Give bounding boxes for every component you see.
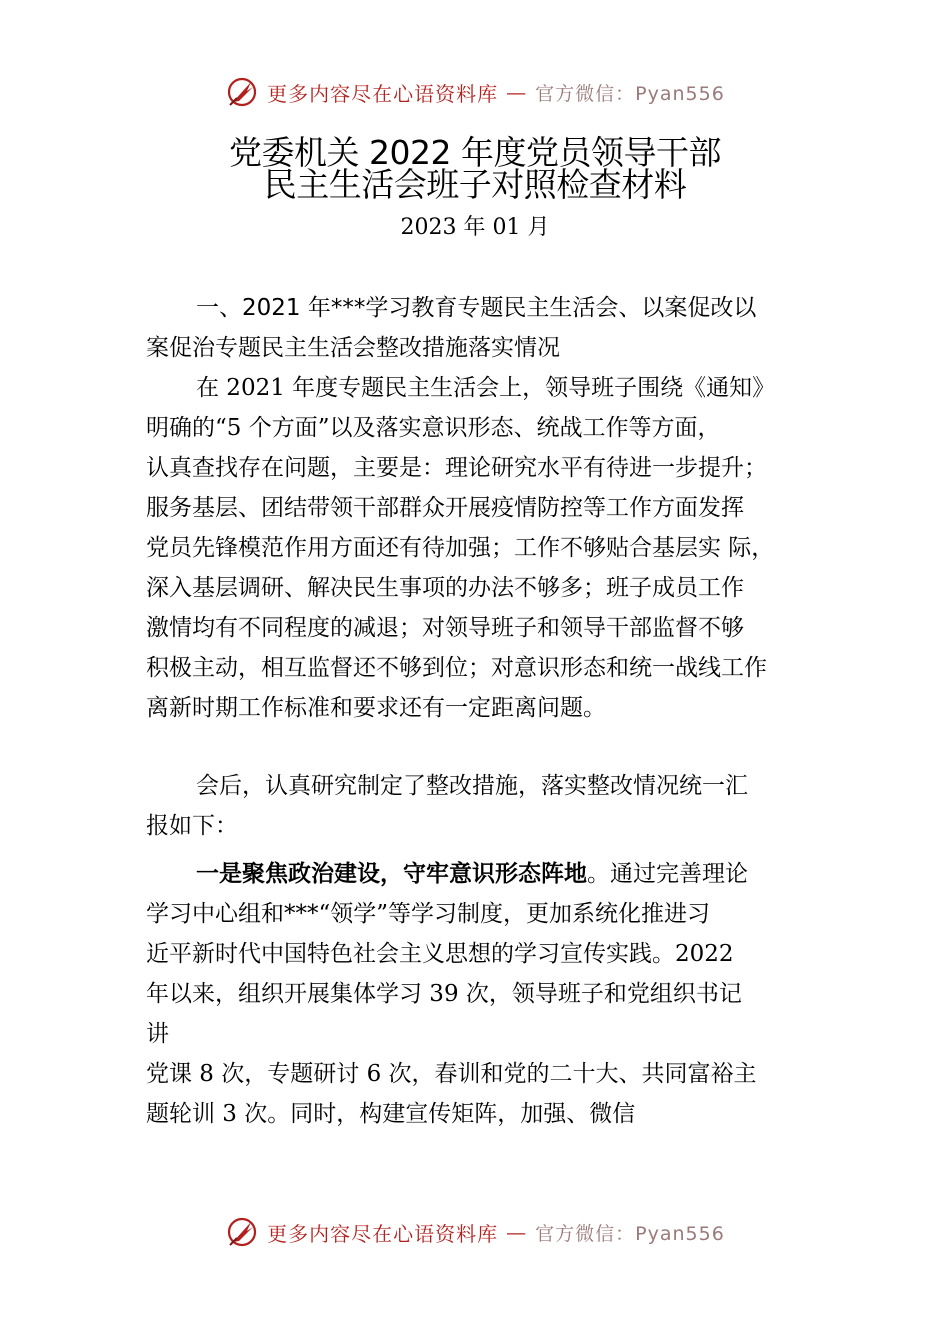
watermark-brand <box>225 75 725 109</box>
section-heading-line-1: 一、2021 年***学习教育专题民主生活会、以案促改以 <box>196 295 757 321</box>
paragraph-1-line: 党员先锋模范作用方面还有待加强；工作不够贴合基层实 际， <box>146 535 775 561</box>
paragraph-2-line: 会后，认真研究制定了整改措施，落实整改情况统一汇 <box>196 773 748 799</box>
paragraph-1-line: 激情均有不同程度的减退；对领导班子和领导干部监督不够 <box>146 615 744 641</box>
paragraph-3-line: 近平新时代中国特色社会主义思想的学习宣传实践。2022 <box>146 941 734 967</box>
document-title-line-2: 民主生活会班子对照检查材料 <box>263 165 687 204</box>
watermark-dash: — <box>506 1220 528 1244</box>
paragraph-3-first-line <box>146 854 836 894</box>
header-watermark <box>0 72 950 112</box>
paragraph-3-line: 讲 <box>146 1021 169 1047</box>
footer-watermark <box>0 1212 950 1252</box>
paragraph-3-line: 年以来，组织开展集体学习 39 次，领导班子和党组织书记 <box>146 981 742 1007</box>
paragraph-1-line: 明确的“5 个方面”以及落实意识形态、统战工作等方面， <box>146 415 721 441</box>
watermark-text: 更多内容尽在心语资料库 <box>267 81 499 106</box>
paragraph-3-lead-rest: 。通过完善理论 <box>587 861 748 887</box>
paragraph-1-line: 深入基层调研、解决民生事项的办法不够多；班子成员工作 <box>146 575 744 601</box>
paragraph-1-line: 认真查找存在问题，主要是：理论研究水平有待进一步提升； <box>146 455 767 481</box>
watermark-brand <box>225 1215 725 1249</box>
paragraph-1-line: 在 2021 年度专题民主生活会上，领导班子围绕《通知》 <box>196 375 776 401</box>
watermark-dash: — <box>506 80 528 104</box>
paragraph-3-line: 题轮训 3 次。同时，构建宣传矩阵，加强、微信 <box>146 1101 636 1127</box>
section-heading-line-2: 案促治专题民主生活会整改措施落实情况 <box>146 335 560 361</box>
document-title-line-1: 党委机关 2022 年度党员领导干部 <box>229 133 721 172</box>
paragraph-2-line: 报如下： <box>146 813 238 839</box>
quill-logo-icon <box>225 75 259 109</box>
watermark-wechat: 官方微信：Pyan556 <box>535 1222 725 1245</box>
document-date: 2023 年 01 月 <box>400 215 550 240</box>
paragraph-3-line: 学习中心组和***“领学”等学习制度，更加系统化推进习 <box>146 901 711 927</box>
watermark-text: 更多内容尽在心语资料库 <box>267 1221 499 1246</box>
document-body <box>146 288 836 1134</box>
quill-logo-icon <box>225 1215 259 1249</box>
paragraph-1-line: 离新时期工作标准和要求还有一定距离问题。 <box>146 695 606 721</box>
paragraph-3-line: 党课 8 次，专题研讨 6 次，春训和党的二十大、共同富裕主 <box>146 1061 757 1087</box>
watermark-wechat: 官方微信：Pyan556 <box>535 82 725 105</box>
paragraph-1-line: 服务基层、团结带领干部群众开展疫情防控等工作方面发挥 <box>146 495 744 521</box>
paragraph-3-bold-lead: 一是聚焦政治建设，守牢意识形态阵地 <box>196 861 587 887</box>
paragraph-1-line: 积极主动，相互监督还不够到位；对意识形态和统一战线工作 <box>146 655 767 681</box>
